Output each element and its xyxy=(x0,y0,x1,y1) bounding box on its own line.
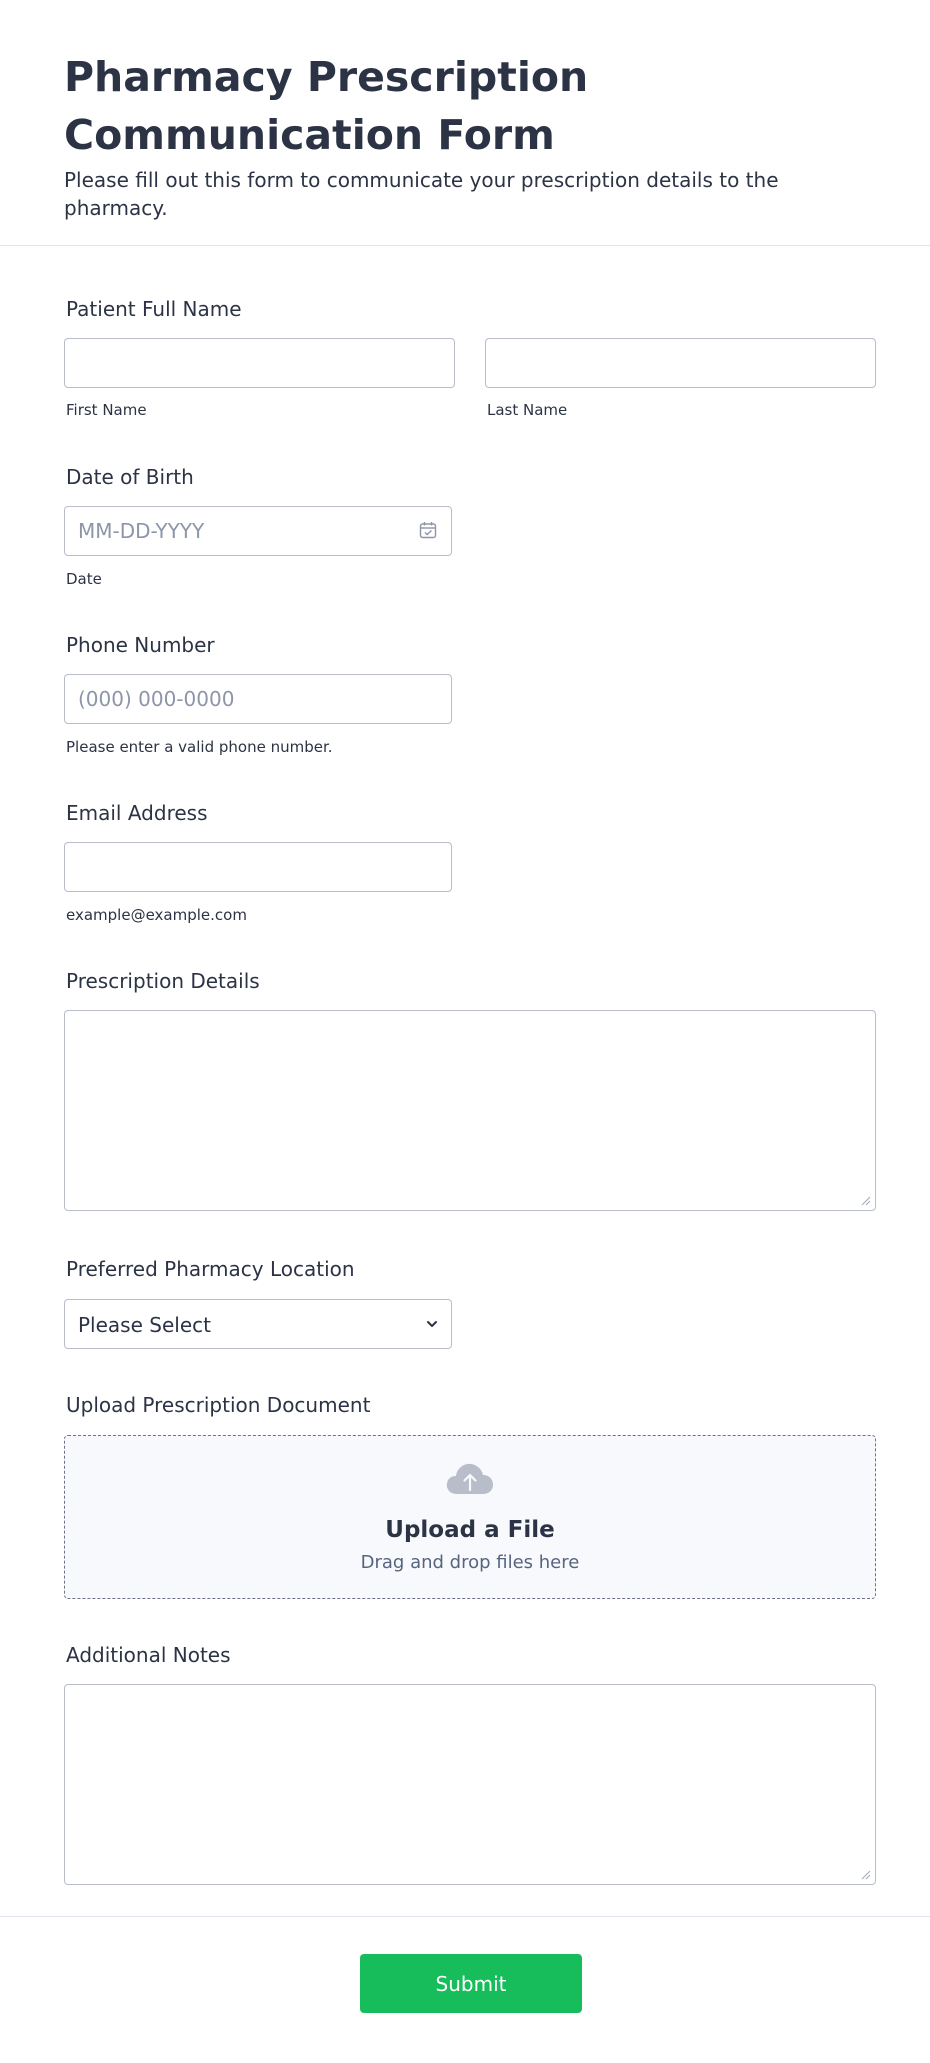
form-title: Pharmacy Prescription Communication Form xyxy=(64,53,589,159)
prescription-details-textarea[interactable] xyxy=(64,1010,876,1211)
additional-notes-textarea[interactable] xyxy=(64,1684,876,1885)
file-upload-dropzone[interactable] xyxy=(64,1435,876,1599)
phone-input[interactable] xyxy=(64,674,452,724)
last-name-input[interactable] xyxy=(485,338,876,388)
form-header xyxy=(0,0,930,246)
prescription-details-label: Prescription Details xyxy=(66,969,260,993)
chevron-down-icon xyxy=(425,1317,439,1331)
cloud-upload-icon xyxy=(445,1460,495,1500)
pharmacy-location-selected: Please Select xyxy=(78,1313,211,1337)
dob-input[interactable] xyxy=(64,506,452,556)
footer-divider xyxy=(0,1916,930,1917)
first-name-input[interactable] xyxy=(64,338,455,388)
phone-label: Phone Number xyxy=(66,633,215,657)
resize-handle-icon[interactable] xyxy=(860,1869,872,1881)
upload-label: Upload Prescription Document xyxy=(66,1393,371,1417)
upload-title: Upload a File xyxy=(385,1517,555,1543)
pharmacy-location-label: Preferred Pharmacy Location xyxy=(66,1257,355,1281)
email-sublabel: example@example.com xyxy=(66,906,247,924)
form-subtitle: Please fill out this form to communicate your prescription details to the pharmacy. xyxy=(64,168,779,220)
pharmacy-location-select[interactable] xyxy=(64,1299,452,1349)
additional-notes-label: Additional Notes xyxy=(66,1643,231,1667)
email-input[interactable] xyxy=(64,842,452,892)
calendar-icon[interactable] xyxy=(419,521,437,539)
dob-sublabel: Date xyxy=(66,570,102,588)
first-name-sublabel: First Name xyxy=(66,401,147,419)
submit-button[interactable]: Submit xyxy=(360,1954,582,2013)
patient-name-label: Patient Full Name xyxy=(66,297,242,321)
last-name-sublabel: Last Name xyxy=(487,401,568,419)
resize-handle-icon[interactable] xyxy=(860,1195,872,1207)
email-label: Email Address xyxy=(66,801,208,825)
phone-sublabel: Please enter a valid phone number. xyxy=(66,738,333,756)
upload-hint: Drag and drop files here xyxy=(360,1552,580,1573)
dob-label: Date of Birth xyxy=(66,465,194,489)
